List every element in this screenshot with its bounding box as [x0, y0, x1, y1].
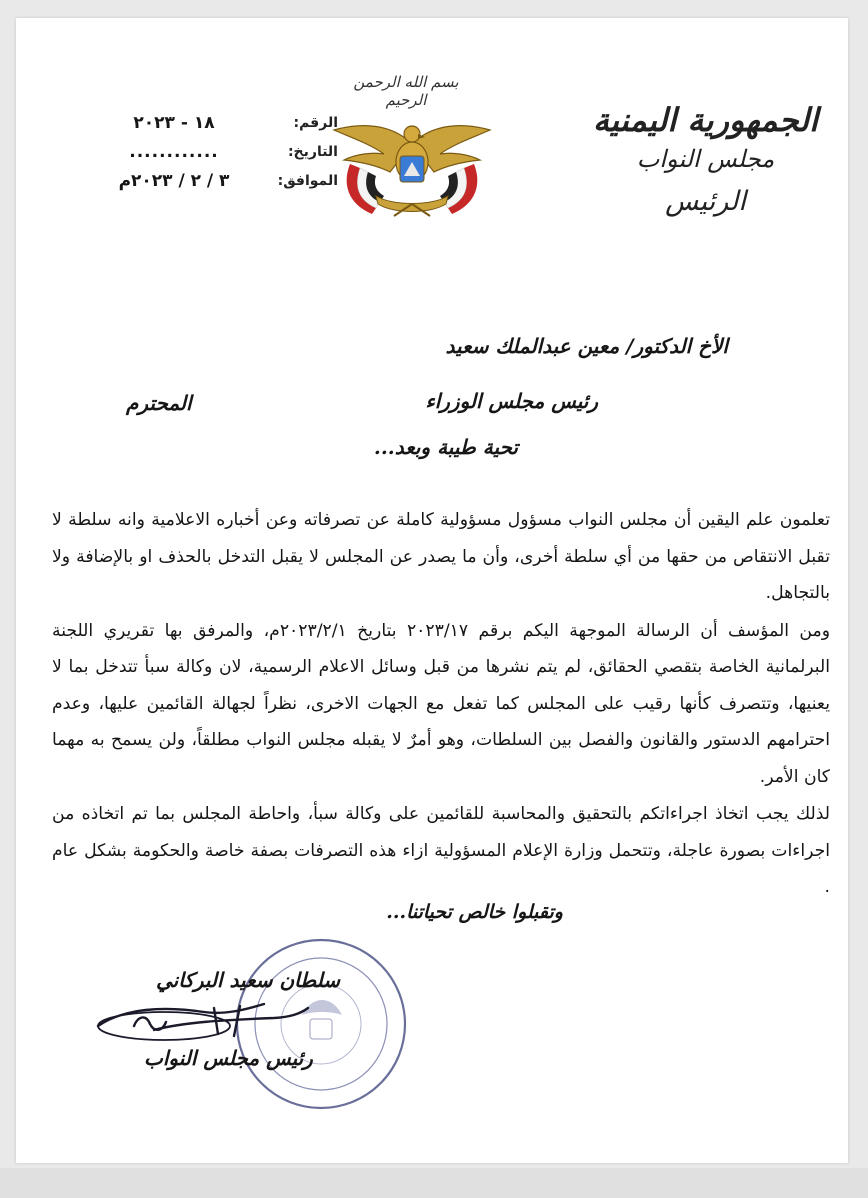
corresp-label: الموافق: [277, 172, 338, 189]
paragraph-2: ومن المؤسف أن الرسالة الموجهة اليكم برقم ٢٠٢٣/١٧ بتاريخ ٢٠٢٣/٢/١م، والمرفق بها تقريري اللجنة البرلمانية الخاصة بتقصي الحقائق، لم يتم نشرها من قبل وسائل الاعلام الرسمية، لان وكالة سبأ تتدخل بما لا يعنيها، وتتصرف كأنها رقيب على المجلس كما تفعل مع الجهات الاخرى، نظراً لجهالة القائمين عليها، وعدم احترامهم الدستور والقانون والفصل بين السلطات، وهو أمرٌ لا يقبله مجلس النواب مطلقاً، ولن يسمح به مهما كان الأمر. [52, 620, 830, 787]
date-row [68, 137, 338, 166]
recipient-role: رئيس مجلس الوزراء [425, 389, 598, 413]
greeting: تحية طيبة وبعد... [373, 435, 518, 459]
ref-value: ١٨ - ٢٠٢٣ [133, 112, 215, 133]
handwritten-signature-icon [94, 996, 314, 1048]
corresp-value: ٣ / ٢ / ٢٠٢٣م [118, 170, 230, 191]
date-value: ............ [129, 141, 219, 162]
bottom-strip [0, 1168, 868, 1198]
letter-body [52, 502, 830, 907]
honorific: المحترم [126, 391, 192, 415]
office-title: الرئيس [665, 186, 746, 217]
ref-row [68, 108, 338, 137]
council-title: مجلس النواب [636, 145, 775, 173]
letterhead [593, 100, 818, 220]
letter-page [16, 18, 848, 1163]
signatory-title: رئيس مجلس النواب [144, 1046, 313, 1070]
paragraph-3: لذلك يجب اتخاذ اجراءاتكم بالتحقيق والمحاسبة للقائمين على وكالة سبأ، واحاطة المجلس بما تم اتخاذه من اجراءات بصورة عاجلة، وتتحمل وزارة الإعلام المسؤولية ازاء هذه التصرفات بصفة خاصة والحكومة بشكل عام . [52, 804, 830, 897]
republic-title: الجمهورية اليمنية [593, 101, 818, 139]
date-label: التاريخ: [287, 143, 338, 160]
ref-label: الرقم: [293, 114, 338, 131]
yemen-eagle-emblem-icon [332, 104, 492, 229]
reference-block [68, 108, 338, 195]
closing-line: وتقبلوا خالص تحياتنا... [386, 901, 563, 923]
paragraph-1: تعلمون علم اليقين أن مجلس النواب مسؤول مسؤولية كاملة عن تصرفاته وعن أخباره الاعلامية وانه سلطة لا تقبل الانتقاص من حقها من أي سلطة أخرى، وأن ما يصدر عن المجلس لا يقبل التدخل بالحذف او بالإضافة ولا بالتجاهل. [52, 510, 830, 603]
recipient-name: الأخ الدكتور/ معين عبدالملك سعيد [445, 334, 728, 358]
corresp-row [68, 166, 338, 195]
bismillah-text: بسم الله الرحمن الرحيم [353, 73, 459, 109]
signatory-name: سلطان سعيد البركاني [156, 968, 341, 992]
